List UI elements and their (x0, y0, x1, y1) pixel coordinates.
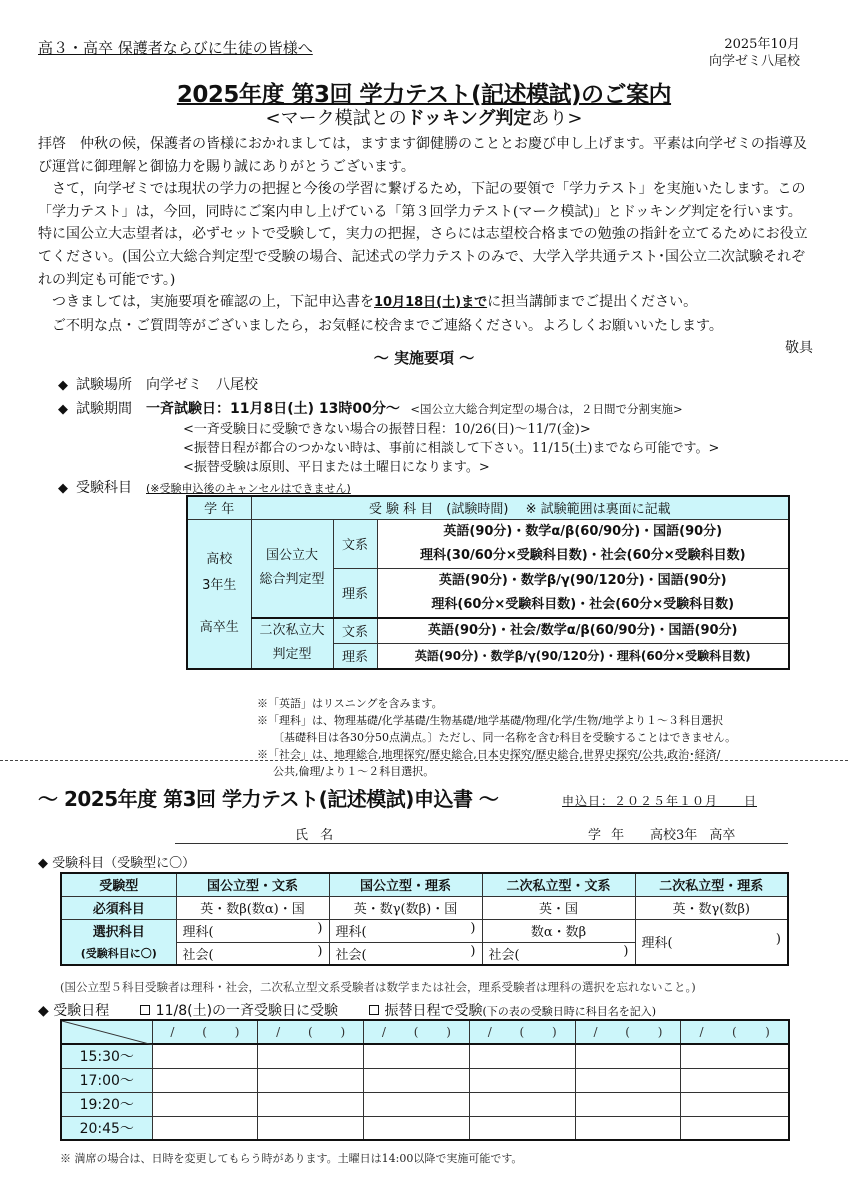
note-line: ※「社会」は、地理総合,地理探究/歴史総合,日本史探究/歴史総合,世界史探究/公共,政治･経済/ (257, 748, 721, 761)
schedule-cell[interactable] (152, 1092, 258, 1116)
name-field[interactable]: 氏 名 (295, 828, 338, 843)
diamond-icon: ◆ (58, 378, 68, 393)
diamond-icon: ◆ (58, 481, 68, 496)
subjects-private-rikei: 英語(90分)・数学β/γ(90/120分)・理科(60分×受験科目数) (377, 643, 789, 669)
letter-paragraph: 拝啓 仲秋の候，保護者の皆様におかれましては，ますます御健勝のこととお慶び申し上げます。平素は向学ゼミの指導及び運営に御理解と御協力を賜り誠にありがとうございます。 (38, 136, 807, 175)
letter-paragraph: つきましては，実施要項を確認の上，下記申込書を10月18日(土)までに担当講師までご提出ください。 (52, 294, 698, 311)
period-sub-note: <振替受験は原則、平日または土曜日になります。> (183, 460, 490, 475)
schedule-cell[interactable] (469, 1044, 575, 1068)
note-line: 公共,倫理/より１～２科目選択。 (273, 765, 435, 778)
type-option[interactable]: 二次私立型・理系 (635, 873, 788, 896)
elective-label: 選択科目 (61, 919, 176, 942)
required-subjects: 英・国 (482, 896, 635, 919)
social-choice[interactable]: 社会( ) (482, 942, 635, 965)
schedule-cell[interactable] (364, 1116, 470, 1140)
time-label: 15:30～ (61, 1044, 152, 1068)
schedule-cell[interactable] (364, 1068, 470, 1092)
required-subjects: 英・数β(数α)・国 (176, 896, 329, 919)
schedule-cell[interactable] (681, 1116, 789, 1140)
schedule-row (61, 1116, 789, 1140)
bottom-note: ※ 満席の場合は、日時を変更してもらう時があります。土曜日は14:00以降で実施可能です。 (60, 1152, 523, 1165)
schedule-cell[interactable] (681, 1068, 789, 1092)
type-header: 受験型 (61, 873, 176, 896)
time-label: 19:20～ (61, 1092, 152, 1116)
diamond-icon: ◆ (58, 402, 68, 417)
note-line: 〔基礎科目は各30分50点満点。〕ただし、同一名称を含む科目を受験することはできません。 (273, 731, 737, 744)
schedule-cell[interactable] (681, 1092, 789, 1116)
schedule-row (61, 1044, 789, 1068)
social-choice[interactable]: 社会( ) (329, 942, 482, 965)
date-slot[interactable]: / ( ) (364, 1020, 470, 1044)
schedule-cell[interactable] (575, 1092, 681, 1116)
schedule-cell[interactable] (152, 1068, 258, 1092)
letter-paragraph: ご不明な点・ご質問等がございましたら，お気軽に校舎までご連絡ください。よろしくお願いいたします。 (52, 317, 723, 334)
schedule-cell[interactable] (364, 1092, 470, 1116)
type-option[interactable]: 国公立型・文系 (176, 873, 329, 896)
recipient-line: 高３・高卒 保護者ならびに生徒の皆様へ (38, 39, 313, 57)
form-title: ～ 2025年度 第3回 学力テスト(記述模試)申込書 ～ (38, 787, 499, 811)
period-sub-note: <振替日程が都合のつかない時は、事前に相談して下さい。11/15(土)までなら可能です。> (183, 441, 720, 456)
schedule-cell[interactable] (152, 1044, 258, 1068)
subjects-national-rikei: 英語(90分)・数学β/γ(90/120分)・国語(90分) 理科(60分×受験科目数)・社会(60分×受験科目数) (377, 568, 789, 618)
type-option[interactable]: 国公立型・理系 (329, 873, 482, 896)
required-subjects: 英・数γ(数β)・国 (329, 896, 482, 919)
apply-date-field[interactable]: 申込日：２０２５年１０月 日 (562, 794, 758, 808)
page-subtitle: <マーク模試とのドッキング判定あり> (265, 108, 583, 129)
date-block (709, 36, 800, 70)
type-option[interactable]: 二次私立型・文系 (482, 873, 635, 896)
schedule-cell[interactable] (258, 1044, 364, 1068)
info-subjects: ◆ 受験科目 (※受験申込後のキャンセルはできません) (58, 480, 351, 496)
course-bunkei: 文系 (333, 618, 377, 644)
schedule-cell[interactable] (258, 1092, 364, 1116)
schedule-table (60, 1019, 790, 1141)
math-choice[interactable]: 数α・数β (482, 919, 635, 942)
science-choice[interactable]: 理科( ) (176, 919, 329, 942)
type-note: (国公立型５科目受験者は理科・社会，二次私立型文系受験者は数学または社会，理系受験者は理科の選択を忘れないこと。) (60, 980, 696, 994)
subjects-private-bunkei: 英語(90分)・社会/数学α/β(60/90分)・国語(90分) (377, 618, 789, 644)
issue-date: 2025年10月 (724, 37, 800, 52)
header-subjects: 受 験 科 目 (試験時間) ※ 試験範囲は裏面に記載 (251, 496, 789, 519)
schedule-cell[interactable] (575, 1116, 681, 1140)
section-heading: ～ 実施要項 ～ (373, 349, 475, 367)
science-choice[interactable]: 理科( ) (329, 919, 482, 942)
note-line: ※「英語」はリスニングを含みます。 (257, 697, 443, 710)
schedule-options: ◆ 受験日程 11/8(土)の一斉受験日に受験 振替日程で受験(下の表の受験日時に科目名を記入) (38, 1003, 657, 1019)
closing: 敬具 (785, 340, 813, 357)
required-label: 必須科目 (61, 896, 176, 919)
checkbox-alternate[interactable] (369, 1005, 379, 1015)
grade-cell: 高校 3年生 高卒生 (187, 519, 251, 669)
info-period: ◆ 試験期間 一斉試験日：11月8日(土) 13時00分～ <国公立大総合判定型の場合は，２日間で分割実施> (58, 401, 683, 417)
grade-options[interactable]: 高校3年 高卒 (650, 828, 736, 843)
schedule-cell[interactable] (681, 1044, 789, 1068)
schedule-cell[interactable] (152, 1116, 258, 1140)
schedule-cell[interactable] (469, 1068, 575, 1092)
deadline: 10月18日(土)まで (374, 295, 488, 311)
required-subjects: 英・数γ(数β) (635, 896, 788, 919)
schedule-cell[interactable] (258, 1116, 364, 1140)
diagonal-header-cell (61, 1020, 152, 1044)
schedule-cell[interactable] (575, 1068, 681, 1092)
schedule-cell[interactable] (364, 1044, 470, 1068)
schedule-cell[interactable] (575, 1044, 681, 1068)
period-sub-note: <一斉受験日に受験できない場合の振替日程：10/26(日)～11/7(金)> (183, 422, 591, 437)
header-grade: 学 年 (187, 496, 251, 519)
course-rikei: 理系 (333, 643, 377, 669)
exam-type-table (60, 872, 789, 966)
schedule-row (61, 1068, 789, 1092)
social-choice[interactable]: 社会( ) (176, 942, 329, 965)
type-national: 国公立大 総合判定型 (251, 519, 333, 618)
page-title: 2025年度 第3回 学力テスト(記述模試)のご案内 (176, 82, 672, 108)
date-slot[interactable]: / ( ) (469, 1020, 575, 1044)
grade-label: 学 年 (588, 828, 628, 843)
date-slot[interactable]: / ( ) (258, 1020, 364, 1044)
science-choice[interactable]: 理科( ) (635, 919, 788, 965)
schedule-cell[interactable] (258, 1068, 364, 1092)
date-slot[interactable]: / ( ) (152, 1020, 258, 1044)
type-private: 二次私立大 判定型 (251, 618, 333, 669)
name-grade-line (175, 822, 788, 844)
schedule-cell[interactable] (469, 1092, 575, 1116)
time-label: 20:45～ (61, 1116, 152, 1140)
course-bunkei: 文系 (333, 519, 377, 568)
elective-sub-label: (受験科目に〇) (61, 942, 176, 965)
course-rikei: 理系 (333, 568, 377, 618)
school-name: 向学ゼミ八尾校 (708, 54, 800, 69)
subjects-heading: ◆ 受験科目（受験型に〇） (38, 856, 196, 871)
table-notes (257, 695, 736, 780)
time-label: 17:00～ (61, 1068, 152, 1092)
letter-paragraph: さて，向学ゼミでは現状の学力の把握と今後の学習に繋げるため，下記の要領で「学力テスト」を実施いたします。この「学力テスト」は，今回，同時にご案内申し上げている「第３回学力テスト(マーク模試)」とドッキング判定を行います。特に国公立大志望者は，必ずセットで受験して，実力の把握，さらには志望校合格までの勉強の指針を立てるためにお役立てください。(国公立大総合判定型で受験の場合、記述式の学力テストのみで、大学入学共通テスト･国公立二次試験それぞれの判定も可能です。) (38, 181, 808, 288)
date-slot[interactable]: / ( ) (681, 1020, 789, 1044)
cut-line-divider (0, 760, 848, 761)
letter-body (38, 133, 813, 360)
diagonal-line-icon (62, 1021, 153, 1045)
schedule-row (61, 1092, 789, 1116)
note-line: ※「理科」は、物理基礎/化学基礎/生物基礎/地学基礎/物理/化学/生物/地学より１～３科目選択 (257, 714, 723, 727)
date-slot[interactable]: / ( ) (575, 1020, 681, 1044)
info-place: ◆ 試験場所 向学ゼミ 八尾校 (58, 377, 258, 393)
subject-table (186, 495, 790, 670)
checkbox-simultaneous[interactable] (140, 1005, 150, 1015)
subjects-national-bunkei: 英語(90分)・数学α/β(60/90分)・国語(90分) 理科(30/60分×受験科目数)・社会(60分×受験科目数) (377, 519, 789, 568)
schedule-cell[interactable] (469, 1116, 575, 1140)
